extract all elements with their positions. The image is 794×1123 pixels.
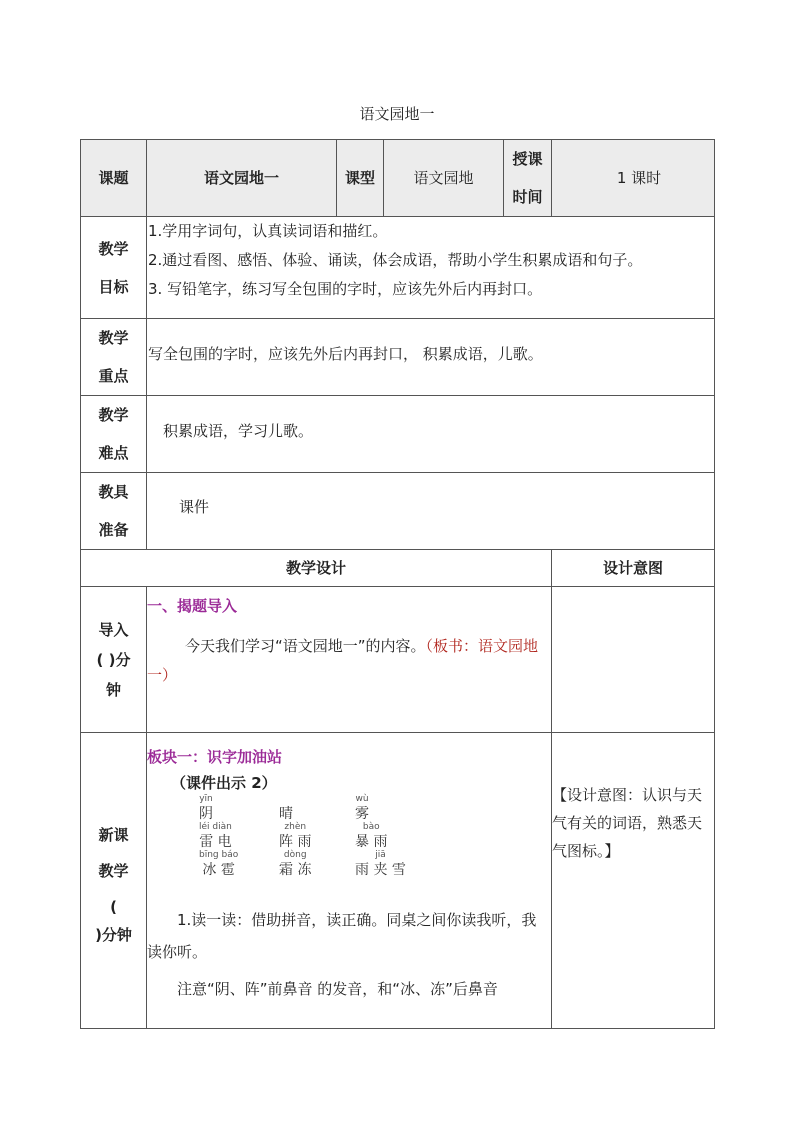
topic-value: 语文园地一: [147, 140, 337, 217]
pinyin-text: bīng báo: [199, 849, 239, 860]
new-lesson-label-line-2: 教学: [98, 861, 129, 880]
intro-content: [147, 587, 552, 733]
hanzi-text: 雷 电: [199, 833, 232, 850]
type-value: 语文园地: [384, 140, 504, 217]
type-label: 课型: [337, 140, 384, 217]
materials-label-line-2: 准备: [98, 521, 129, 539]
intro-label-line-3: 钟: [105, 680, 121, 699]
pinyin-text: wù: [355, 793, 369, 804]
pinyin-text: [279, 794, 293, 805]
design-header-row: [81, 550, 715, 587]
focus-row: [81, 319, 715, 396]
materials-row: [81, 473, 715, 550]
lesson-plan-table: [80, 139, 715, 1029]
goals-label-line-1: 教学: [98, 239, 129, 258]
difficulty-label-line-1: 教学: [98, 406, 129, 424]
intro-label: [81, 587, 147, 733]
intro-note: （板书：语文园地一）: [147, 637, 539, 685]
goals-label-line-2: 目标: [98, 277, 129, 296]
goals-content: [147, 217, 715, 319]
difficulty-label-line-2: 难点: [98, 444, 129, 462]
focus-label-line-1: 教学: [98, 329, 129, 347]
new-lesson-label-line-1: 新课: [98, 825, 129, 844]
pinyin-text: léi diàn: [199, 821, 232, 832]
time-label-line-2: 时间: [512, 188, 543, 206]
goal-item: 3. 写铅笔字，练习写全包围的字时，应该先外后内再封口。: [148, 280, 543, 298]
focus-label: [81, 319, 147, 396]
intro-paragraph: [147, 632, 551, 690]
new-lesson-para-1: 1.读一读：借助拼音，读正确。同桌之间你读我听，我读你听。: [147, 910, 537, 961]
pinyin-word: [355, 794, 369, 823]
new-lesson-row: [81, 733, 715, 1029]
intro-text: 今天我们学习“语文园地一”的内容。: [185, 637, 426, 656]
hanzi-text: 暴 雨: [355, 833, 388, 850]
intro-intent: [552, 587, 715, 733]
difficulty-row: [81, 396, 715, 473]
pinyin-text: zhèn: [284, 821, 307, 832]
goals-row: [81, 217, 715, 319]
intro-row: [81, 587, 715, 733]
materials-label-line-1: 教具: [98, 483, 129, 501]
new-lesson-para-2: 注意“阴、阵”前鼻音 的发音，和“冰、冻”后鼻音: [177, 979, 498, 998]
hanzi-text: 晴: [279, 805, 293, 822]
new-lesson-subheading: （课件出示 2）: [171, 774, 277, 793]
hanzi-text: 冰 雹: [202, 861, 235, 878]
document-title: 语文园地一: [359, 105, 435, 123]
pinyin-word: [355, 850, 406, 879]
goal-item: 1.学用字词句，认真读词语和描红。: [148, 222, 388, 240]
new-lesson-label-line-4: )分钟: [95, 925, 132, 944]
pinyin-word: [199, 794, 213, 823]
intent-header: 设计意图: [552, 550, 715, 587]
hanzi-text: 阵 雨: [279, 833, 312, 850]
topic-label: 课题: [81, 140, 147, 217]
pinyin-text: yīn: [199, 793, 213, 804]
difficulty-label: [81, 396, 147, 473]
header-row: [81, 140, 715, 217]
pinyin-word-grid: [181, 793, 551, 878]
new-lesson-label: [81, 733, 147, 1029]
time-label: [504, 140, 552, 217]
new-lesson-intent: 【设计意图：认识与天气有关的词语，熟悉天气图标。】: [552, 733, 715, 1029]
focus-text: 写全包围的字时，应该先外后内再封口， 积累成语，儿歌。: [147, 319, 715, 396]
difficulty-text: 积累成语，学习儿歌。: [147, 396, 715, 473]
design-header: 教学设计: [81, 550, 552, 587]
hanzi-text: 雨 夹 雪: [355, 861, 406, 878]
pinyin-text: jiā: [375, 849, 386, 860]
time-value: 1 课时: [552, 140, 715, 217]
pinyin-word: [279, 794, 293, 823]
goals-label: [81, 217, 147, 319]
hanzi-text: 阴: [199, 805, 213, 822]
new-lesson-content: [147, 733, 552, 1029]
focus-label-line-2: 重点: [98, 367, 129, 385]
materials-label: [81, 473, 147, 550]
intro-label-line-1: 导入: [98, 620, 129, 639]
intro-label-line-2: ( )分: [96, 650, 131, 669]
pinyin-word: [199, 822, 232, 851]
goal-item: 2.通过看图、感悟、体验、诵读，体会成语，帮助小学生积累成语和句子。: [148, 251, 643, 269]
pinyin-word: [355, 822, 387, 851]
pinyin-word: [279, 822, 311, 851]
new-lesson-heading: 板块一：识字加油站: [147, 748, 283, 766]
time-label-line-1: 授课: [512, 150, 543, 168]
pinyin-word: [199, 850, 238, 879]
hanzi-text: 雾: [355, 805, 369, 822]
materials-text: 课件: [147, 473, 715, 550]
pinyin-text: bào: [362, 821, 380, 832]
pinyin-word: [279, 850, 311, 879]
hanzi-text: 霜 冻: [279, 861, 312, 878]
new-lesson-label-line-3: (: [110, 897, 117, 916]
intro-heading: 一、揭题导入: [147, 597, 238, 615]
pinyin-text: dòng: [283, 849, 307, 860]
